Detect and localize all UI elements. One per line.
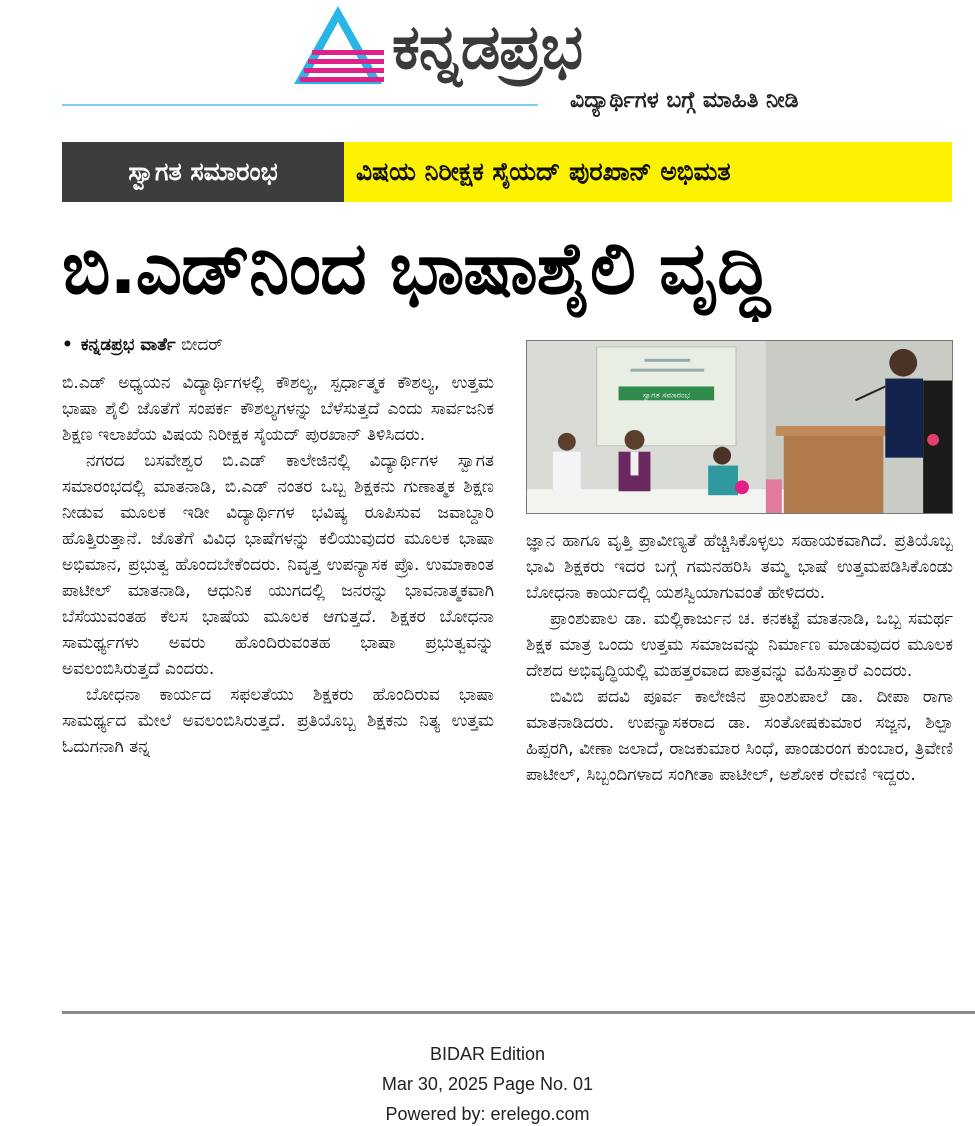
article-bottom-divider (62, 1011, 975, 1014)
footer-powered-by: Powered by: erelego.com (385, 1104, 590, 1124)
paragraph: ಬಿ.ಎಡ್ ಅಧ್ಯಯನ ವಿದ್ಯಾರ್ಥಿಗಳಲ್ಲಿ ಕೌಶಲ್ಯ, ಸ್ಪರ್ಧಾತ್ಮಕ ಕೌಶಲ್ಯ, ಉತ್ತಮ ಭಾಷಾ ಶೈಲಿ ಜೊತೆಗೆ ಸಂಪರ್ಕ ಕೌಶಲ್ಯಗಳನ್ನು ಬೆಳೆಸುತ್ತದೆ ಎಂದು ಸಾರ್ವಜನಿಕ ಶಿಕ್ಷಣ ಇಲಾಖೆಯ ವಿಷಯ ನಿರೀಕ್ಷಕ ಸೈಯದ್ ಪುರಖಾನ್ ತಿಳಿಸಿದರು. (62, 373, 494, 445)
masthead-divider (62, 104, 538, 106)
paragraph: ಪ್ರಾಂಶುಪಾಲ ಡಾ. ಮಲ್ಲಿಕಾರ್ಜುನ ಚ. ಕನಕಟ್ಟೆ ಮಾತನಾಡಿ, ಒಬ್ಬ ಸಮರ್ಥ ಶಿಕ್ಷಕ ಮಾತ್ರ ಒಂದು ಉತ್ತಮ ಸಮಾಜವನ್ನು ನಿರ್ಮಾಣ ಮಾಡುವುದರ ಮೂಲಕ ದೇಶದ ಅಭಿವೃದ್ಧಿಯಲ್ಲಿ ಮಹತ್ತರವಾದ ಪಾತ್ರವನ್ನು ವಹಿಸುತ್ತಾರೆ ಎಂದರು. (526, 609, 953, 681)
article-headline: ಬಿ.ಎಡ್‌ನಿಂದ ಭಾಷಾಶೈಲಿ ವೃದ್ಧಿ (62, 226, 769, 310)
masthead-title: ಕನ್ನಡಪ್ರಭ (392, 10, 583, 83)
previous-article-fragment: ವಿದ್ಯಾರ್ಥಿಗಳ ಬಗ್ಗೆ ಮಾಹಿತಿ ನೀಡಿ (570, 92, 799, 113)
article-column-left (62, 370, 494, 998)
paragraph: ಬಿವಿಬಿ ಪದವಿ ಪೂರ್ವ ಕಾಲೇಜಿನ ಪ್ರಾಂಶುಪಾಲೆ ಡಾ. ದೀಪಾ ರಾಗಾ ಮಾತನಾಡಿದರು. ಉಪನ್ಯಾಸಕರಾದ ಡಾ. ಸಂತೋಷಕುಮಾರ ಸಜ್ಜನ, ಶಿಲ್ಪಾ ಹಿಪ್ಪರಗಿ, ವೀಣಾ ಜಲಾದೆ, ರಾಜಕುಮಾರ ಸಿಂಧೆ, ಪಾಂಡುರಂಗ ಕುಂಬಾರ, ತ್ರಿವೇಣಿ ಪಾಟೀಲ್, ಸಿಬ್ಬಂದಿಗಳಾದ ಸಂಗೀತಾ ಪಾಟೀಲ್, ಅಶೋಕ ರೇವಣಿ ಇದ್ದರು. (526, 687, 953, 785)
byline (62, 332, 502, 360)
article-column-right (526, 528, 953, 994)
paragraph: ನಗರದ ಬಸವೇಶ್ವರ ಬಿ.ಎಡ್ ಕಾಲೇಜಿನಲ್ಲಿ ವಿದ್ಯಾರ್ಥಿಗಳ ಸ್ವಾಗತ ಸಮಾರಂಭದಲ್ಲಿ ಮಾತನಾಡಿ, ಬಿ.ಎಡ್ ನಂತರ ಒಬ್ಬ ಶಿಕ್ಷಕನು ಗುಣಾತ್ಮಕ ಶಿಕ್ಷಣ ನೀಡುವ ಮೂಲಕ ಇಡೀ ವಿದ್ಯಾರ್ಥಿಗಳ ಭವಿಷ್ಯ ರೂಪಿಸುವ ಜವಾಬ್ದಾರಿ ಹೊತ್ತಿರುತ್ತಾನೆ. ಜೊತೆಗೆ ವಿವಿಧ ಭಾಷೆಗಳನ್ನು ಕಲಿಯುವುದರ ಮೂಲಕ ಭಾಷಾ ಅಭಿಮಾನ, ಪ್ರಭುತ್ವ ಹೊಂದಬೇಕೆಂದರು. ನಿವೃತ್ತ ಉಪನ್ಯಾಸಕ ಪ್ರೊ. ಉಮಾಕಾಂತ ಪಾಟೀಲ್ ಮಾತನಾಡಿ, ಆಧುನಿಕ ಯುಗದಲ್ಲಿ ಜನರನ್ನು ಭಾವನಾತ್ಮಕವಾಗಿ ಬೆಸೆಯುವಂತಹ ಕೆಲಸ ಭಾಷೆಯ ಮೂಲಕ ಆಗುತ್ತದೆ. ಶಿಕ್ಷಕರ ಬೋಧನಾ ಸಾಮರ್ಥ್ಯಗಳು ಅವರು ಹೊಂದಿರುವಂತಹ ಭಾಷಾ ಪ್ರಭುತ್ವವನ್ನು ಅವಲಂಬಿಸಿರುತ್ತದೆ ಎಂದರು. (62, 451, 494, 679)
kicker-subheading: ವಿಷಯ ನಿರೀಕ್ಷಕ ಸೈಯದ್ ಪುರಖಾನ್ ಅಭಿಮತ (344, 142, 952, 202)
photo-banner-text: ಸ್ವಾಗತ ಸಮಾರಂಭ (642, 390, 690, 400)
byline-place: ಬೀದರ್ (181, 335, 223, 355)
footer-date-page: Mar 30, 2025 Page No. 01 (381, 1074, 594, 1094)
footer-edition: BIDAR Edition (429, 1044, 546, 1064)
kannadaprabha-logo-icon (292, 4, 384, 86)
bullet-icon: • (62, 335, 73, 355)
byline-source: ಕನ್ನಡಪ್ರಭ ವಾರ್ತೆ (80, 335, 176, 355)
kicker-category: ಸ್ವಾಗತ ಸಮಾರಂಭ (62, 142, 344, 202)
event-photo (526, 340, 953, 514)
paragraph: ಬೋಧನಾ ಕಾರ್ಯದ ಸಫಲತೆಯು ಶಿಕ್ಷಕರು ಹೊಂದಿರುವ ಭಾಷಾ ಸಾಮರ್ಥ್ಯದ ಮೇಲೆ ಅವಲಂಬಿಸಿರುತ್ತದೆ. ಪ್ರತಿಯೊಬ್ಬ ಶಿಕ್ಷಕನು ನಿತ್ಯ ಉತ್ತಮ ಓದುಗನಾಗಿ ತನ್ನ (62, 685, 494, 757)
paragraph: ಜ್ಞಾನ ಹಾಗೂ ವೃತ್ತಿ ಪ್ರಾವೀಣ್ಯತೆ ಹೆಚ್ಚಿಸಿಕೊಳ್ಳಲು ಸಹಾಯಕವಾಗಿದೆ. ಪ್ರತಿಯೊಬ್ಬ ಭಾವಿ ಶಿಕ್ಷಕರು ಇದರ ಬಗ್ಗೆ ಗಮನಹರಿಸಿ ತಮ್ಮ ಭಾಷೆ ಉತ್ತಮಪಡಿಸಿಕೊಂಡು ಬೋಧನಾ ಕಾರ್ಯದಲ್ಲಿ ಯಶಸ್ವಿಯಾಗುವಂತೆ ಹೇಳಿದರು. (526, 531, 953, 603)
